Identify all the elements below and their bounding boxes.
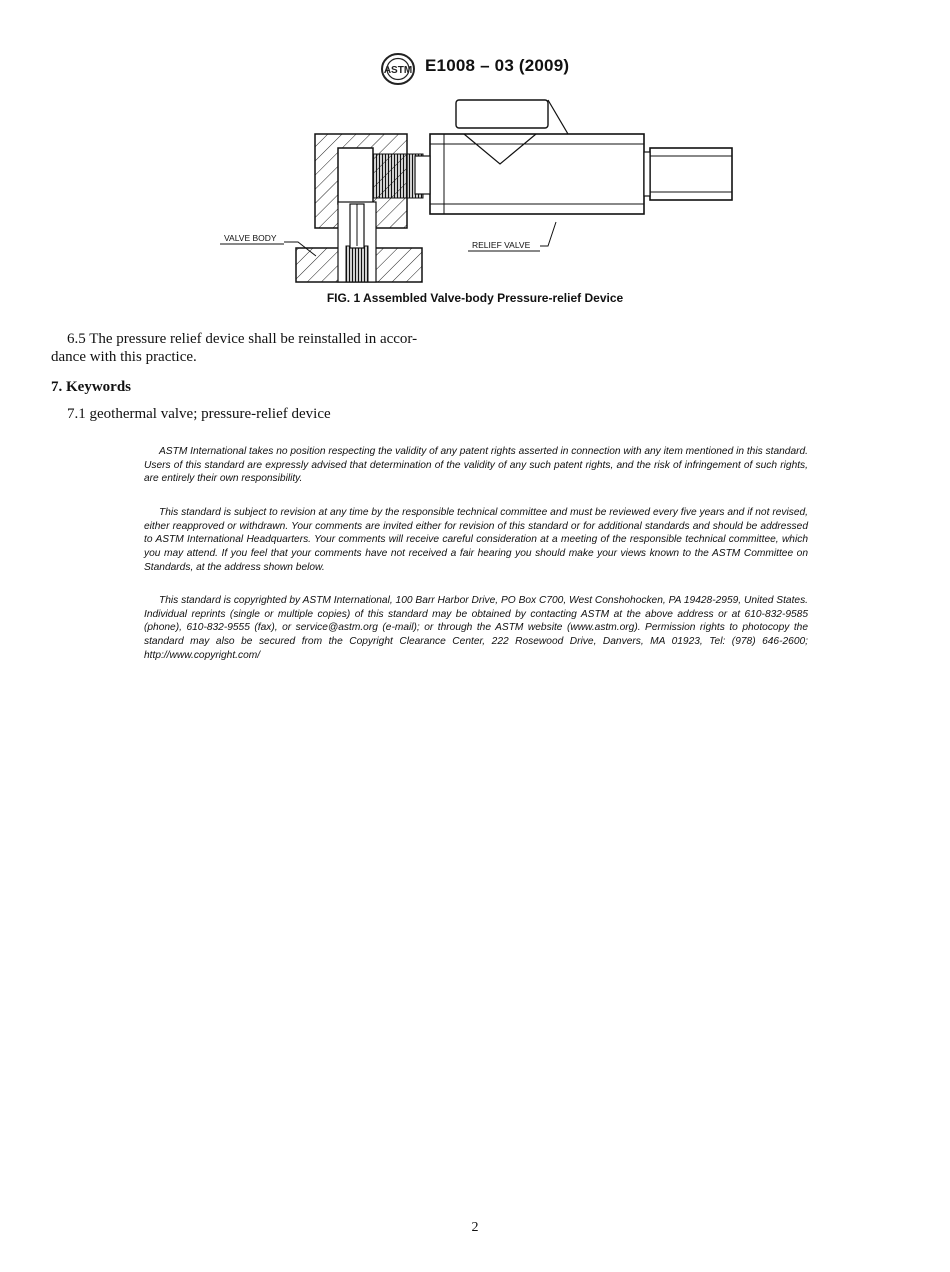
- paragraph-6-5-line-1: 6.5 The pressure relief device shall be reinstalled in accor-: [67, 331, 418, 347]
- standard-designation: E1008 – 03 (2009): [425, 56, 570, 75]
- patent-notice: ASTM International takes no position respecting the validity of any patent rights asserted in connection with any item mentioned in this standard. Users of this standard are expressly advised that determination of the validity of any such patent rights, and the risk of infringement of such rights, are entirely their own responsibility.: [144, 446, 808, 485]
- figure-1-drawing: [210, 96, 750, 286]
- copyright-notice: This standard is copyrighted by ASTM International, 100 Barr Harbor Drive, PO Box C700, West Conshohocken, PA 19428-2959, United States. Individual reprints (single or multiple copies) of this standard may be obtained by contacting ASTM at the above address or at 610-832-9585 (phone), 610-832-9555 (fax), or service@astm.org (e-mail); or through the ASTM website (www.astm.org). Permission rights to photocopy the standard may also be secured from the Copyright Clearance Center, 222 Rosewood Drive, Danvers, MA 01923, Tel: (978) 646-2600; http://www.copyright.com/: [144, 595, 808, 661]
- paragraph-7-1: 7.1 geothermal valve; pressure-relief device: [67, 406, 331, 422]
- valve-body-label: VALVE BODY: [224, 233, 277, 243]
- keywords-heading: 7. Keywords: [51, 379, 131, 395]
- svg-text:ASTM: ASTM: [383, 65, 413, 76]
- page-number: 2: [471, 1220, 479, 1235]
- figure-caption: FIG. 1 Assembled Valve-body Pressure-relief Device: [326, 291, 624, 305]
- relief-valve-label: RELIEF VALVE: [472, 240, 531, 250]
- astm-logo: [380, 52, 416, 86]
- paragraph-6-5-line-2: dance with this practice.: [51, 349, 197, 365]
- relief-valve: [430, 134, 644, 214]
- paragraph-6-5: [51, 330, 463, 366]
- revision-notice: This standard is subject to revision at any time by the responsible technical committee and must be reviewed every five years and if not revised, either reapproved or withdrawn. Your comments are invited either for revision of this standard or for additional standards and should be addressed to ASTM International Headquarters. Your comments will receive careful consideration at a meeting of the responsible technical committee, which you may attend. If you feel that your comments have not received a fair hearing you should make your views known to the ASTM Committee on Standards, at the address shown below.: [144, 507, 808, 573]
- page-header: [0, 50, 950, 86]
